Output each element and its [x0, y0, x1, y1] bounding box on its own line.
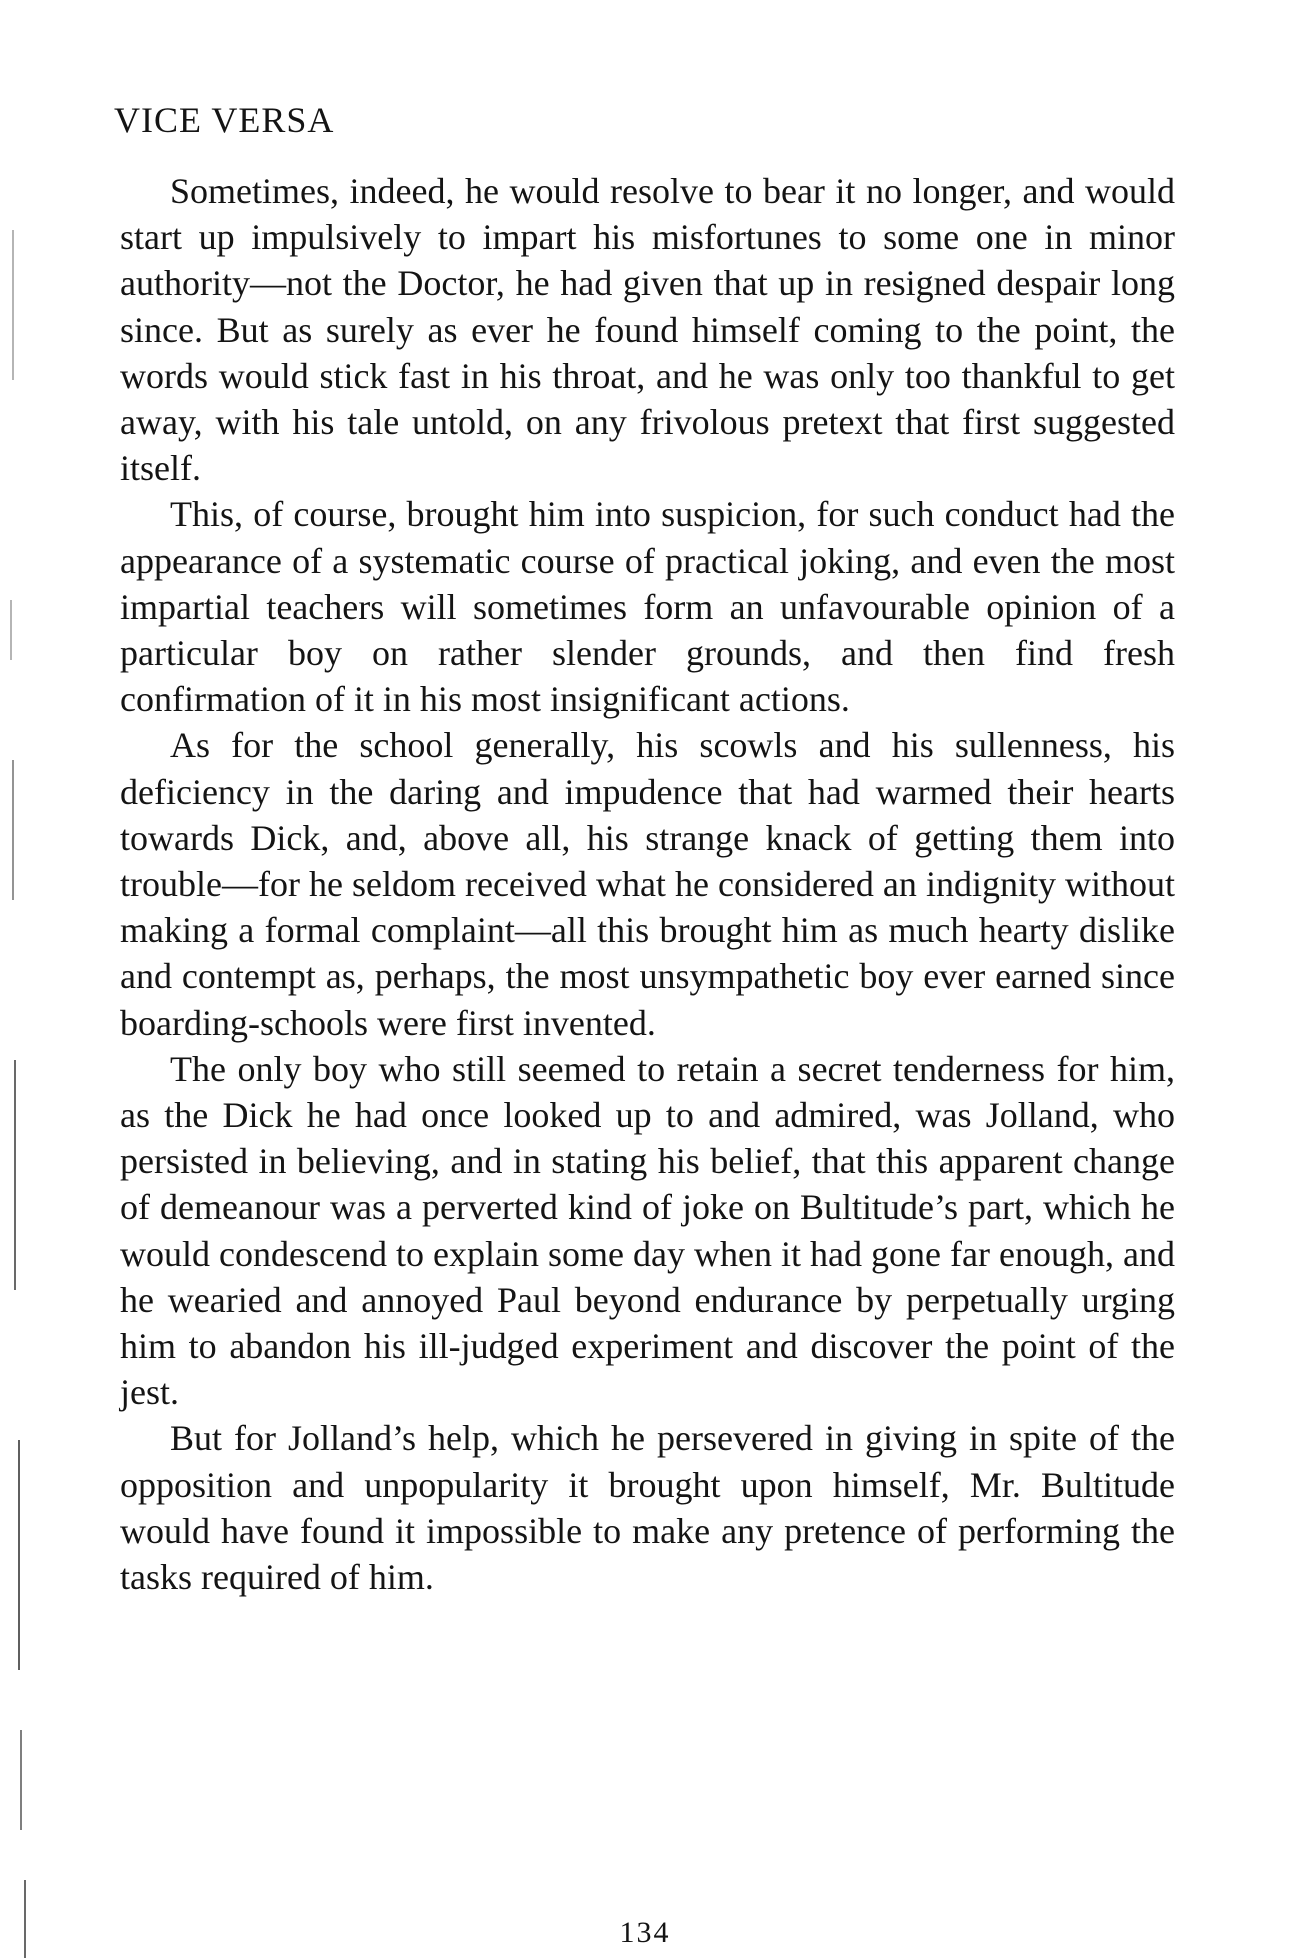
scan-mark	[18, 1440, 20, 1670]
paragraph-2: This, of course, brought him into suspicion, for such conduct had the appearance of a systematic course of practical joking, and even the most impartial teachers will sometimes form an unfavourable opinion of a particular boy on rather slender grounds, and then find fresh confirmation of it in his most insignificant actions.	[120, 494, 1175, 720]
scan-mark	[12, 230, 14, 380]
scan-mark	[24, 1880, 26, 1958]
running-head: VICE VERSA	[114, 100, 335, 140]
scan-mark	[20, 1730, 22, 1830]
scan-mark	[14, 1060, 16, 1290]
scan-mark	[10, 600, 12, 660]
paragraph-5: But for Jolland’s help, which he persevered in giving in spite of the opposition and unpopularity it brought upon himself, Mr. Bultitude would have found it impossible to make any pretence of performing the tasks required of him.	[120, 1418, 1175, 1598]
paragraph-3: As for the school generally, his scowls and his sullenness, his deficiency in the daring and impudence that had warmed their hearts towards Dick, and, above all, his strange knack of getting them into trouble—for he seldom received what he considered an indignity without making a formal complaint—all this brought him as much hearty dislike and contempt as, perhaps, the most unsympathetic boy ever earned since boarding-schools were first invented.	[120, 725, 1175, 1043]
scan-mark	[12, 760, 14, 900]
body-text	[120, 168, 1175, 1600]
page-number: 134	[619, 1916, 671, 1949]
paragraph-4: The only boy who still seemed to retain a secret tenderness for him, as the Dick he had once looked up to and admired, was Jolland, who persisted in believing, and in stating his belief, that this apparent change of demeanour was a perverted kind of joke on Bultitude’s part, which he would condescend to explain some day when it had gone far enough, and he wearied and annoyed Paul beyond endurance by perpetually urging him to abandon his ill-judged experiment and discover the point of the jest.	[120, 1048, 1175, 1413]
paragraph-1: Sometimes, indeed, he would resolve to bear it no longer, and would start up impulsively to impart his misfortunes to some one in minor authority—not the Doctor, he had given that up in resigned despair long since. But as surely as ever he found himself coming to the point, the words would stick fast in his throat, and he was only too thankful to get away, with his tale untold, on any frivolous pretext that first suggested itself.	[120, 171, 1175, 489]
